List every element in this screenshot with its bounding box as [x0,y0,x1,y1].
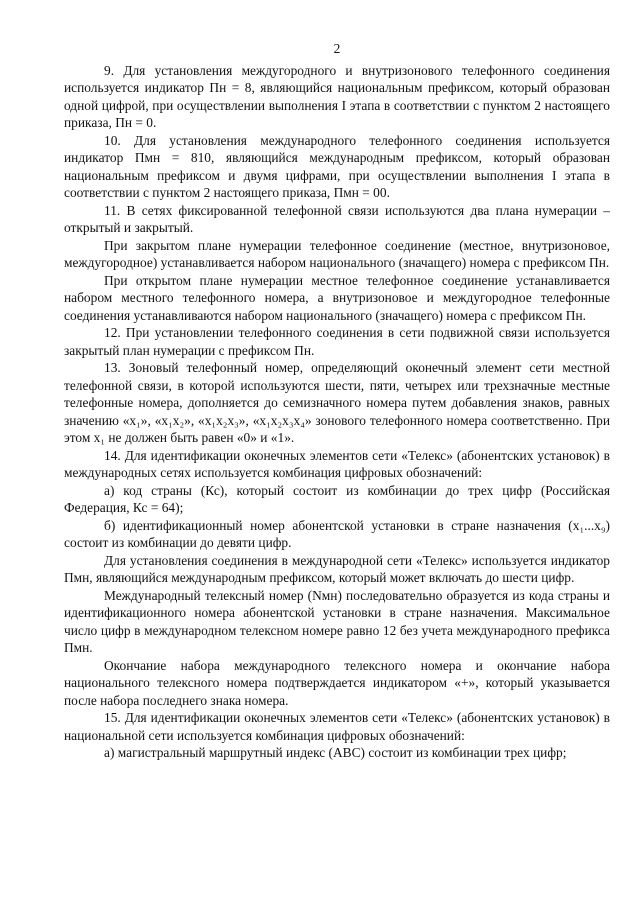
paragraph-telex-prefix: Для установления соединения в международной сети «Телекс» используется индикатор Пмн, являющийся международным префиксом, который может включать до шести цифр. [64,552,610,585]
paragraph-11: 11. В сетях фиксированной телефонной связи используются два плана нумерации – открытый и закрытый. [64,202,610,235]
paragraph-telex-end: Окончание набора международного телексного номера и окончание набора национального телексного номера подтверждается индикатором «+», который указывается после набора последнего знака номера. [64,657,610,708]
paragraph-telex-number: Международный телексный номер (Nмн) последовательно образуется из кода страны и идентификационного номера абонентской установки в стране назначения. Максимальное число цифр в международном телексном номере равно 12 без учета международного префикса Пмн. [64,587,610,655]
paragraph-closed-plan: При закрытом плане нумерации телефонное соединение (местное, внутризоновое, междугородное) устанавливается набором национального (значащего) номера с префиксом Пн. [64,237,610,270]
paragraph-13: 13. Зоновый телефонный номер, определяющий оконечный элемент сети местной телефонной связи, в которой используются шести, пяти, четырех или трехзначные местные телефонные номера, дополняется до семизначного номера путем добавления знаков, равных значению «x₁», «x₁x₂», «x₁x₂x₃», «x₁x₂x₃x₄» зонового телефонного номера соответственно. При этом x₁ не должен быть равен «0» и «1». [64,360,610,445]
paragraph-10: 10. Для установления международного телефонного соединения используется индикатор Пмн = 810, являющийся международным префиксом, который образован национальным префиксом и двумя цифрами, при осуществлении выполнения I этапа в соответствии с пунктом 2 настоящего приказа, Пмн = 00. [64,132,610,200]
paragraph-15-a: а) магистральный маршрутный индекс (АВС) состоит из комбинации трех цифр; [104,745,567,760]
paragraph-15: 15. Для идентификации оконечных элементов сети «Телекс» (абонентских установок) в национальной сети используется комбинация цифровых обозначений: [64,710,610,743]
paragraph-14: 14. Для идентификации оконечных элементов сети «Телекс» (абонентских установок) в международных сетях используется комбинация цифровых обозначений: [64,447,610,480]
page-number: 2 [333,41,341,56]
paragraph-14-b: б) идентификационный номер абонентской установки в стране назначения (x₁...x₉) состоит из комбинации до девяти цифр. [64,517,610,550]
paragraph-12: 12. При установлении телефонного соединения в сети подвижной связи используется закрытый план нумерации с префиксом Пн. [64,325,610,358]
paragraph-9: 9. Для установления междугородного и внутризонового телефонного соединения используется индикатор Пн = 8, являющийся национальным префиксом, который образован одной цифрой, при осуществлении выполнения I этапа в соответствии с пунктом 2 настоящего приказа, Пн = 0. [64,62,610,130]
paragraph-14-a: а) код страны (Кс), который состоит из комбинации до трех цифр (Российская Федерация, Кс = 64); [64,482,610,515]
paragraph-open-plan: При открытом плане нумерации местное телефонное соединение устанавливается набором местного телефонного номера, а внутризоновое и междугородное телефонные соединения устанавливаются набором национального (значащего) номера с префиксом Пн. [64,272,610,323]
